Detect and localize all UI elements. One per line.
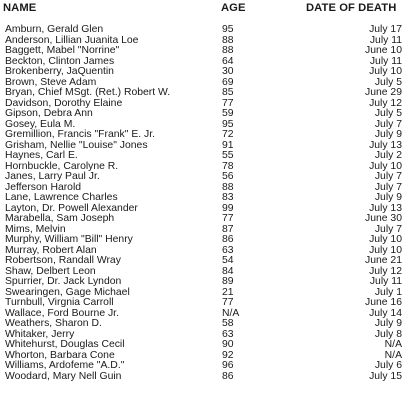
row-name: Grisham, Nellie "Louise" Jones bbox=[5, 139, 148, 151]
row-date-of-death: July 9 bbox=[374, 192, 402, 203]
row-age: 58 bbox=[222, 318, 234, 329]
row-name: Mims, Melvin bbox=[5, 223, 66, 235]
row-date-of-death: July 8 bbox=[374, 328, 402, 340]
row-age: 59 bbox=[222, 108, 234, 119]
row-date-of-death: July 2 bbox=[374, 150, 402, 161]
row-name: Wallace, Ford Bourne Jr. bbox=[5, 307, 119, 319]
row-age: 69 bbox=[222, 76, 234, 88]
table-header bbox=[0, 0, 416, 18]
row-name: Brokenberry, JaQuentin bbox=[5, 66, 114, 77]
row-name: Lane, Lawrence Charles bbox=[5, 192, 118, 203]
row-date-of-death: June 21 bbox=[365, 255, 402, 266]
row-date-of-death: July 11 bbox=[369, 55, 402, 67]
row-date-of-death: N/A bbox=[384, 339, 402, 350]
table-row bbox=[0, 67, 416, 78]
table-row bbox=[0, 193, 416, 204]
table-row bbox=[0, 88, 416, 99]
row-age: 88 bbox=[222, 181, 234, 193]
row-name: Turnbull, Virgnia Carroll bbox=[5, 297, 114, 308]
row-name: Layton, Dr. Powell Alexander bbox=[5, 202, 138, 214]
column-header-name: NAME bbox=[3, 2, 37, 14]
table-row bbox=[0, 256, 416, 267]
row-date-of-death: July 12 bbox=[369, 265, 402, 277]
row-name: Brown, Steve Adam bbox=[5, 76, 97, 88]
row-name: Woodard, Mary Nell Guin bbox=[5, 370, 122, 382]
row-date-of-death: July 12 bbox=[369, 97, 402, 109]
row-date-of-death: July 9 bbox=[374, 318, 402, 329]
row-age: 64 bbox=[222, 55, 234, 67]
row-date-of-death: July 10 bbox=[369, 66, 402, 77]
row-date-of-death: July 1 bbox=[374, 286, 402, 298]
table-row bbox=[0, 235, 416, 246]
row-date-of-death: July 10 bbox=[369, 160, 402, 172]
row-date-of-death: June 30 bbox=[365, 213, 402, 224]
table-row bbox=[0, 25, 416, 36]
table-row bbox=[0, 46, 416, 57]
row-age: 63 bbox=[222, 244, 234, 256]
table-row bbox=[0, 151, 416, 162]
row-age: 89 bbox=[222, 276, 234, 287]
row-age: 84 bbox=[222, 265, 234, 277]
row-name: Weathers, Sharon D. bbox=[5, 318, 102, 329]
row-date-of-death: July 6 bbox=[374, 360, 402, 371]
table-row bbox=[0, 277, 416, 288]
row-name: Gosey, Eula M. bbox=[5, 118, 76, 130]
row-date-of-death: June 10 bbox=[365, 45, 402, 56]
row-date-of-death: July 10 bbox=[369, 244, 402, 256]
row-age: 30 bbox=[222, 66, 234, 77]
table-body bbox=[0, 25, 416, 382]
row-age: 88 bbox=[222, 34, 234, 46]
row-name: Whorton, Barbara Cone bbox=[5, 349, 115, 361]
table-row bbox=[0, 109, 416, 120]
row-name: Murray, Robert Alan bbox=[5, 244, 97, 256]
row-age: 88 bbox=[222, 45, 234, 56]
row-age: N/A bbox=[222, 307, 240, 319]
row-date-of-death: July 13 bbox=[369, 202, 402, 214]
row-name: Jefferson Harold bbox=[5, 181, 82, 193]
row-name: Beckton, Clinton James bbox=[5, 55, 115, 67]
row-name: Whitaker, Jerry bbox=[5, 328, 75, 340]
row-name: Haynes, Carl E. bbox=[5, 150, 78, 161]
column-header-date-of-death: DATE OF DEATH bbox=[306, 2, 397, 14]
row-age: 54 bbox=[222, 255, 234, 266]
row-date-of-death: July 9 bbox=[374, 129, 402, 140]
row-date-of-death: July 15 bbox=[369, 370, 402, 382]
row-name: Hornbuckle, Carolyne R. bbox=[5, 160, 119, 172]
row-name: Anderson, Lillian Juanita Loe bbox=[5, 34, 139, 46]
row-name: Murphy, William "Bill" Henry bbox=[5, 234, 133, 245]
column-header-age: AGE bbox=[221, 2, 246, 14]
table-row bbox=[0, 361, 416, 372]
row-date-of-death: July 5 bbox=[374, 76, 402, 88]
row-date-of-death: July 14 bbox=[369, 307, 402, 319]
table-row bbox=[0, 319, 416, 330]
row-name: Amburn, Gerald Glen bbox=[5, 24, 104, 35]
row-age: 55 bbox=[222, 150, 234, 161]
row-age: 77 bbox=[222, 297, 234, 308]
row-age: 21 bbox=[222, 286, 234, 298]
row-name: Davidson, Dorothy Elaine bbox=[5, 97, 123, 109]
row-name: Williams, Ardofeme "A.D." bbox=[5, 360, 125, 371]
table-row bbox=[0, 298, 416, 309]
row-date-of-death: July 7 bbox=[374, 171, 402, 182]
row-age: 95 bbox=[222, 24, 234, 35]
row-age: 92 bbox=[222, 349, 234, 361]
row-age: 86 bbox=[222, 370, 234, 382]
row-age: 91 bbox=[222, 139, 234, 151]
row-age: 78 bbox=[222, 160, 234, 172]
row-date-of-death: N/A bbox=[384, 349, 402, 361]
row-date-of-death: July 7 bbox=[374, 118, 402, 130]
row-date-of-death: July 11 bbox=[369, 34, 402, 46]
row-name: Marabella, Sam Joseph bbox=[5, 213, 115, 224]
row-date-of-death: July 11 bbox=[369, 276, 402, 287]
row-date-of-death: July 5 bbox=[374, 108, 402, 119]
row-name: Baggett, Mabel "Norrine" bbox=[5, 45, 120, 56]
row-date-of-death: July 17 bbox=[369, 24, 402, 35]
table-row bbox=[0, 130, 416, 141]
row-name: Gipson, Debra Ann bbox=[5, 108, 93, 119]
table-row bbox=[0, 214, 416, 225]
row-date-of-death: June 16 bbox=[365, 297, 402, 308]
row-age: 90 bbox=[222, 339, 234, 350]
table-row bbox=[0, 372, 416, 383]
row-age: 77 bbox=[222, 213, 234, 224]
row-name: Spurrier, Dr. Jack Lyndon bbox=[5, 276, 122, 287]
row-date-of-death: June 29 bbox=[365, 87, 402, 98]
table-row bbox=[0, 172, 416, 183]
row-age: 56 bbox=[222, 171, 234, 182]
row-date-of-death: July 13 bbox=[369, 139, 402, 151]
row-age: 77 bbox=[222, 97, 234, 109]
row-name: Whitehurst, Douglas Cecil bbox=[5, 339, 125, 350]
row-age: 96 bbox=[222, 360, 234, 371]
row-age: 85 bbox=[222, 87, 234, 98]
row-age: 83 bbox=[222, 192, 234, 203]
row-age: 63 bbox=[222, 328, 234, 340]
row-name: Shaw, Delbert Leon bbox=[5, 265, 96, 277]
row-name: Bryan, Chief MSgt. (Ret.) Robert W. bbox=[5, 87, 171, 98]
row-age: 72 bbox=[222, 129, 234, 140]
row-age: 87 bbox=[222, 223, 234, 235]
row-date-of-death: July 7 bbox=[374, 181, 402, 193]
row-date-of-death: July 10 bbox=[369, 234, 402, 245]
row-age: 86 bbox=[222, 234, 234, 245]
row-age: 99 bbox=[222, 202, 234, 214]
row-date-of-death: July 7 bbox=[374, 223, 402, 235]
row-age: 95 bbox=[222, 118, 234, 130]
row-name: Gremillion, Francis "Frank" E. Jr. bbox=[5, 129, 155, 140]
table-row bbox=[0, 340, 416, 351]
row-name: Robertson, Randall Wray bbox=[5, 255, 121, 266]
row-name: Swearingen, Gage Michael bbox=[5, 286, 130, 298]
row-name: Janes, Larry Paul Jr. bbox=[5, 171, 100, 182]
